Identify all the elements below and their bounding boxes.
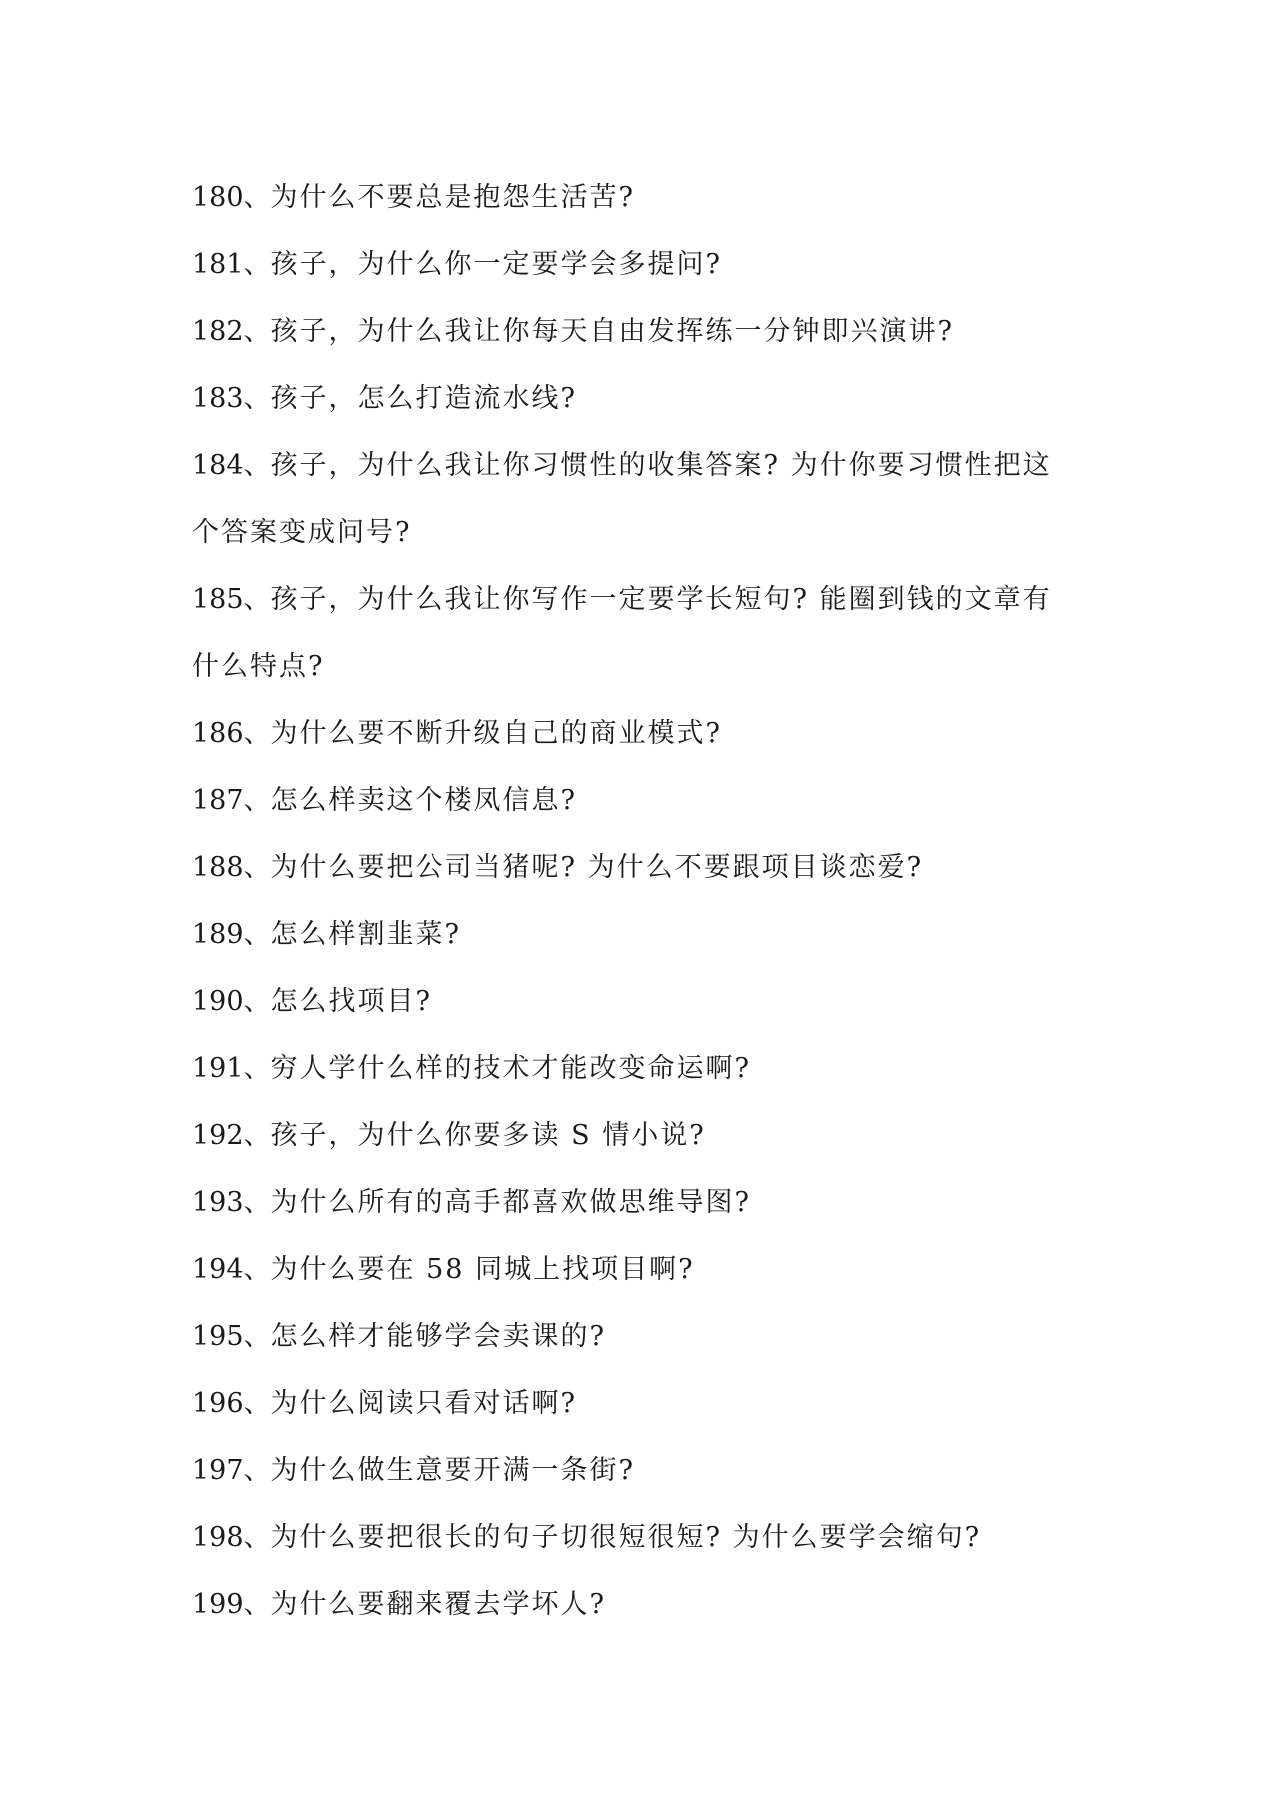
item-number: 186、 [192,718,271,749]
item-text: 为什么不要总是抱怨生活苦? [270,182,636,213]
list-item [192,1169,1092,1236]
item-number: 199、 [192,1589,271,1620]
item-number: 184、 [192,450,271,481]
item-text: 什么特点? [192,651,325,682]
item-number: 193、 [192,1187,271,1218]
item-text: 为什么要把公司当猪呢? 为什么不要跟项目谈恋爱? [270,852,924,883]
item-text: 穷人学什么样的技术才能改变命运啊? [270,1053,752,1084]
list-item [192,1303,1092,1370]
item-text: 为什么要在 58 同城上找项目啊? [270,1254,695,1285]
list-item [192,1504,1092,1571]
list-item [192,566,1092,633]
item-number: 190、 [192,986,271,1017]
list-item [192,1236,1092,1303]
list-item [192,1370,1092,1437]
item-text: 孩子，为什么我让你写作一定要学长短句? 能圈到钱的文章有 [270,584,1052,615]
item-number: 182、 [192,316,271,347]
list-item [192,901,1092,968]
item-text: 怎么样才能够学会卖课的? [270,1321,607,1352]
item-number: 198、 [192,1522,271,1553]
item-text: 个答案变成问号? [192,517,412,548]
item-number: 197、 [192,1455,271,1486]
item-number: 196、 [192,1388,271,1419]
item-number: 188、 [192,852,271,883]
item-number: 185、 [192,584,271,615]
list-item [192,298,1092,365]
item-text: 怎么样割韭菜? [270,919,462,950]
item-text: 孩子，为什么你一定要学会多提问? [270,249,723,280]
item-number: 187、 [192,785,271,816]
item-number: 192、 [192,1120,271,1151]
question-list [192,164,1092,1638]
item-text: 孩子，为什么我让你习惯性的收集答案? 为什你要习惯性把这 [270,450,1052,481]
list-item [192,365,1092,432]
item-text: 孩子，怎么打造流水线? [270,383,578,414]
item-text: 孩子，为什么我让你每天自由发挥练一分钟即兴演讲? [270,316,955,347]
item-number: 191、 [192,1053,271,1084]
item-text: 孩子，为什么你要多读 S 情小说? [270,1120,706,1151]
item-text: 怎么找项目? [270,986,433,1017]
item-text: 为什么要把很长的句子切很短很短? 为什么要学会缩句? [270,1522,982,1553]
list-item [192,968,1092,1035]
item-number: 183、 [192,383,271,414]
item-number: 181、 [192,249,271,280]
item-number: 195、 [192,1321,271,1352]
list-item [192,231,1092,298]
list-item-continuation [192,499,1092,566]
item-text: 为什么做生意要开满一条街? [270,1455,636,1486]
list-item [192,432,1092,499]
list-item [192,164,1092,231]
list-item [192,1571,1092,1638]
list-item [192,700,1092,767]
item-text: 怎么样卖这个楼凤信息? [270,785,578,816]
item-text: 为什么阅读只看对话啊? [270,1388,578,1419]
list-item [192,1102,1092,1169]
item-number: 180、 [192,182,271,213]
list-item [192,1035,1092,1102]
list-item-continuation [192,633,1092,700]
item-text: 为什么所有的高手都喜欢做思维导图? [270,1187,752,1218]
list-item [192,1437,1092,1504]
item-text: 为什么要翻来覆去学坏人? [270,1589,607,1620]
list-item [192,767,1092,834]
item-text: 为什么要不断升级自己的商业模式? [270,718,723,749]
item-number: 194、 [192,1254,271,1285]
list-item [192,834,1092,901]
item-number: 189、 [192,919,271,950]
